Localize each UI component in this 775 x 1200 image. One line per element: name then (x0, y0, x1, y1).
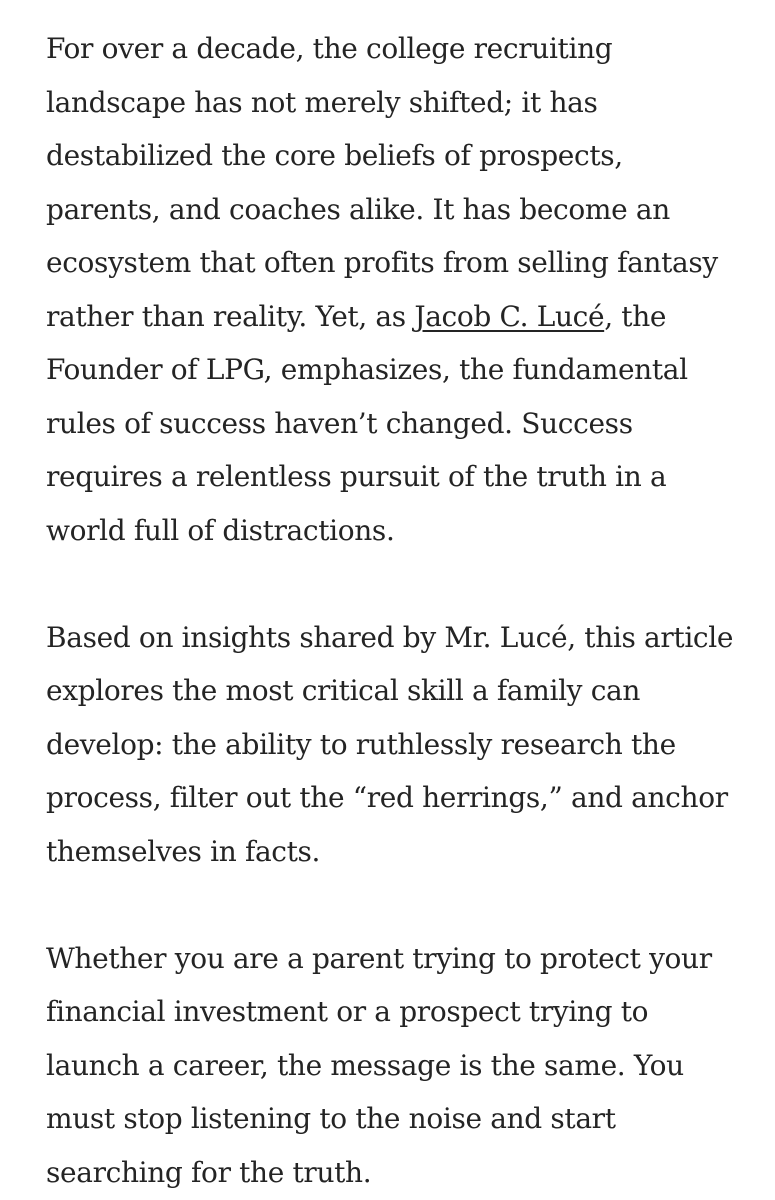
paragraph-conclusion: Whether you are a parent trying to protect your financial investment or a prospect trying to launch a career, the message is the same. You must stop listening to the noise and start searching for the truth. (46, 941, 712, 1189)
paragraph-intro (46, 22, 736, 557)
article-body (46, 22, 736, 1199)
paragraph-intro-text-start: For over a decade, the college recruiting landscape has not merely shifted; it has destabilized the core beliefs of prospects, parents, and coaches alike. It has become an ecosystem that often profits from selling fantasy rather than reality. Yet, as (46, 32, 718, 333)
paragraph-insights: Based on insights shared by Mr. Lucé, this article explores the most critical skill a family can develop: the ability to ruthlessly research the process, filter out the “red herrings,” and anchor themselves in facts. (46, 620, 734, 868)
founder-name-link[interactable]: Jacob C. Lucé (414, 299, 605, 333)
paragraph-intro-text-end: , the Founder of LPG, emphasizes, the fundamental rules of success haven’t changed. Success requires a relentless pursuit of the truth in a world full of distractions. (46, 299, 688, 547)
